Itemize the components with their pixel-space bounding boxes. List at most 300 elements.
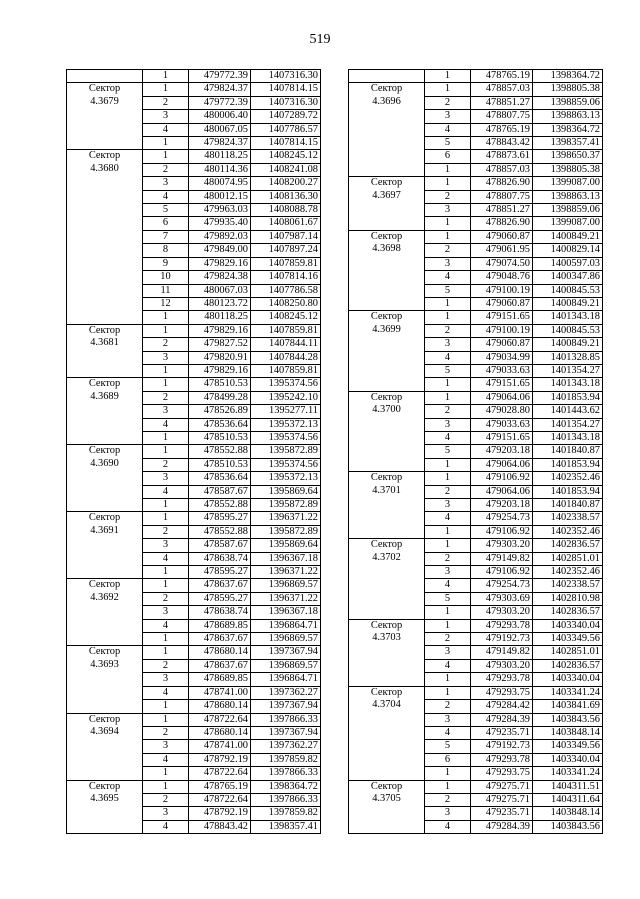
x-coordinate: 478587.67	[189, 485, 251, 498]
sector-id: 4.3701	[372, 484, 401, 496]
y-coordinate: 1407844.28	[251, 351, 321, 364]
point-number: 4	[143, 753, 189, 766]
point-number: 2	[425, 793, 471, 806]
y-coordinate: 1407987.14	[251, 230, 321, 243]
y-coordinate: 1402338.57	[533, 579, 603, 592]
sector-label	[67, 579, 143, 646]
sector-id: 4.3681	[90, 337, 119, 349]
y-coordinate: 1396864.71	[251, 673, 321, 686]
x-coordinate: 478826.90	[471, 177, 533, 190]
x-coordinate: 478765.19	[471, 123, 533, 136]
point-number: 1	[143, 499, 189, 512]
x-coordinate: 479203.18	[471, 445, 533, 458]
x-coordinate: 478680.14	[189, 726, 251, 739]
sector-word: Сектор	[370, 472, 403, 484]
point-number: 5	[425, 592, 471, 605]
table-row	[67, 83, 321, 96]
sector-cell-empty	[349, 70, 425, 83]
y-coordinate: 1402836.57	[533, 606, 603, 619]
point-number: 2	[143, 592, 189, 605]
x-coordinate: 479827.52	[189, 338, 251, 351]
x-coordinate: 478807.75	[471, 190, 533, 203]
sector-id: 4.3691	[90, 524, 119, 536]
table-row	[67, 70, 321, 83]
x-coordinate: 478689.85	[189, 673, 251, 686]
point-number: 2	[425, 324, 471, 337]
y-coordinate: 1398859.06	[533, 96, 603, 109]
point-number: 4	[143, 552, 189, 565]
point-number: 2	[425, 633, 471, 646]
x-coordinate: 479192.73	[471, 740, 533, 753]
x-coordinate: 479293.78	[471, 619, 533, 632]
x-coordinate: 479149.82	[471, 552, 533, 565]
point-number: 5	[425, 284, 471, 297]
x-coordinate: 478536.64	[189, 418, 251, 431]
y-coordinate: 1395372.13	[251, 472, 321, 485]
x-coordinate: 479892.03	[189, 230, 251, 243]
point-number: 2	[143, 458, 189, 471]
y-coordinate: 1396869.57	[251, 579, 321, 592]
point-number: 1	[143, 579, 189, 592]
point-number: 5	[425, 137, 471, 150]
sector-label	[349, 472, 425, 539]
x-coordinate: 480067.03	[189, 284, 251, 297]
point-number: 5	[425, 740, 471, 753]
y-coordinate: 1400845.53	[533, 324, 603, 337]
x-coordinate: 478722.64	[189, 767, 251, 780]
sector-label	[349, 686, 425, 780]
x-coordinate: 478638.74	[189, 552, 251, 565]
point-number: 1	[425, 217, 471, 230]
sector-id: 4.3690	[90, 457, 119, 469]
y-coordinate: 1407814.15	[251, 137, 321, 150]
point-number: 4	[425, 579, 471, 592]
table-row	[349, 686, 603, 699]
point-number: 4	[425, 512, 471, 525]
x-coordinate: 479033.63	[471, 418, 533, 431]
point-number: 4	[425, 659, 471, 672]
x-coordinate: 479151.65	[471, 311, 533, 324]
point-number: 1	[143, 445, 189, 458]
y-coordinate: 1408200.27	[251, 177, 321, 190]
sector-word: Сектор	[370, 230, 403, 242]
x-coordinate: 479060.87	[471, 297, 533, 310]
point-number: 1	[143, 83, 189, 96]
x-coordinate: 479235.71	[471, 807, 533, 820]
point-number: 1	[425, 525, 471, 538]
sector-label	[349, 83, 425, 177]
y-coordinate: 1398364.72	[533, 70, 603, 83]
point-number: 1	[143, 780, 189, 793]
table-row	[349, 83, 603, 96]
point-number: 3	[425, 713, 471, 726]
point-number: 3	[425, 110, 471, 123]
point-number: 3	[143, 740, 189, 753]
y-coordinate: 1397866.33	[251, 767, 321, 780]
table-row	[349, 70, 603, 83]
y-coordinate: 1396864.71	[251, 619, 321, 632]
x-coordinate: 478857.03	[471, 163, 533, 176]
point-number: 1	[425, 163, 471, 176]
x-coordinate: 478873.61	[471, 150, 533, 163]
point-number: 6	[425, 150, 471, 163]
y-coordinate: 1408245.12	[251, 150, 321, 163]
sector-cell-empty	[67, 70, 143, 83]
point-number: 2	[143, 726, 189, 739]
sector-id: 4.3698	[372, 243, 401, 255]
x-coordinate: 478765.19	[471, 70, 533, 83]
point-number: 3	[143, 807, 189, 820]
y-coordinate: 1395372.13	[251, 418, 321, 431]
coordinates-table-left	[66, 69, 321, 834]
x-coordinate: 478792.19	[189, 753, 251, 766]
x-coordinate: 479151.65	[471, 378, 533, 391]
sector-word: Сектор	[88, 83, 121, 95]
sector-word: Сектор	[370, 177, 403, 189]
point-number: 1	[425, 297, 471, 310]
point-number: 3	[425, 204, 471, 217]
page-number: 519	[309, 32, 331, 47]
sector-label	[349, 177, 425, 231]
sector-id: 4.3700	[372, 404, 401, 416]
x-coordinate: 479060.87	[471, 230, 533, 243]
x-coordinate: 478851.27	[471, 204, 533, 217]
y-coordinate: 1407859.81	[251, 324, 321, 337]
point-number: 3	[425, 499, 471, 512]
x-coordinate: 479028.80	[471, 405, 533, 418]
point-number: 1	[143, 324, 189, 337]
table-row	[67, 713, 321, 726]
sector-word: Сектор	[370, 686, 403, 698]
point-number: 4	[425, 351, 471, 364]
x-coordinate: 478595.27	[189, 566, 251, 579]
y-coordinate: 1397859.82	[251, 807, 321, 820]
sector-id: 4.3680	[90, 162, 119, 174]
y-coordinate: 1401343.18	[533, 378, 603, 391]
y-coordinate: 1401853.94	[533, 485, 603, 498]
point-number: 2	[425, 700, 471, 713]
point-number: 1	[425, 780, 471, 793]
x-coordinate: 478536.64	[189, 472, 251, 485]
y-coordinate: 1400597.03	[533, 257, 603, 270]
x-coordinate: 479060.87	[471, 338, 533, 351]
x-coordinate: 479772.39	[189, 96, 251, 109]
x-coordinate: 479772.39	[189, 70, 251, 83]
x-coordinate: 478637.67	[189, 633, 251, 646]
y-coordinate: 1403340.04	[533, 673, 603, 686]
x-coordinate: 479303.69	[471, 592, 533, 605]
x-coordinate: 480118.25	[189, 311, 251, 324]
sector-label	[67, 512, 143, 579]
point-number: 1	[425, 177, 471, 190]
point-number: 4	[425, 271, 471, 284]
x-coordinate: 478595.27	[189, 512, 251, 525]
sector-id: 4.3692	[90, 591, 119, 603]
point-number: 1	[425, 70, 471, 83]
sector-label	[349, 230, 425, 310]
x-coordinate: 479824.38	[189, 271, 251, 284]
y-coordinate: 1407316.30	[251, 96, 321, 109]
point-number: 3	[425, 418, 471, 431]
y-coordinate: 1403848.14	[533, 726, 603, 739]
y-coordinate: 1397362.27	[251, 740, 321, 753]
x-coordinate: 479106.92	[471, 525, 533, 538]
y-coordinate: 1398650.37	[533, 150, 603, 163]
y-coordinate: 1395872.89	[251, 525, 321, 538]
x-coordinate: 479303.20	[471, 539, 533, 552]
x-coordinate: 478595.27	[189, 592, 251, 605]
table-row	[67, 324, 321, 337]
sector-label	[67, 713, 143, 780]
x-coordinate: 478680.14	[189, 646, 251, 659]
point-number: 1	[143, 646, 189, 659]
point-number: 1	[425, 472, 471, 485]
y-coordinate: 1401354.27	[533, 418, 603, 431]
sector-label	[67, 445, 143, 512]
x-coordinate: 479824.37	[189, 137, 251, 150]
x-coordinate: 479935.40	[189, 217, 251, 230]
point-number: 3	[143, 110, 189, 123]
y-coordinate: 1404311.51	[533, 780, 603, 793]
x-coordinate: 479829.16	[189, 324, 251, 337]
y-coordinate: 1401354.27	[533, 364, 603, 377]
point-number: 1	[143, 311, 189, 324]
y-coordinate: 1403349.56	[533, 633, 603, 646]
x-coordinate: 479293.75	[471, 686, 533, 699]
sector-word: Сектор	[88, 445, 121, 457]
point-number: 1	[143, 431, 189, 444]
x-coordinate: 479284.39	[471, 713, 533, 726]
x-coordinate: 479203.18	[471, 499, 533, 512]
y-coordinate: 1401853.94	[533, 391, 603, 404]
x-coordinate: 479284.42	[471, 700, 533, 713]
y-coordinate: 1402836.57	[533, 659, 603, 672]
point-number: 1	[425, 673, 471, 686]
point-number: 1	[425, 539, 471, 552]
y-coordinate: 1397367.94	[251, 726, 321, 739]
y-coordinate: 1395872.89	[251, 445, 321, 458]
sector-word: Сектор	[370, 83, 403, 95]
y-coordinate: 1402352.46	[533, 472, 603, 485]
x-coordinate: 478741.00	[189, 686, 251, 699]
x-coordinate: 479106.92	[471, 566, 533, 579]
x-coordinate: 478741.00	[189, 740, 251, 753]
y-coordinate: 1402836.57	[533, 539, 603, 552]
y-coordinate: 1395374.56	[251, 378, 321, 391]
table-row	[67, 378, 321, 391]
point-number: 5	[425, 364, 471, 377]
x-coordinate: 479284.39	[471, 820, 533, 833]
x-coordinate: 478689.85	[189, 619, 251, 632]
point-number: 1	[143, 70, 189, 83]
point-number: 11	[143, 284, 189, 297]
point-number: 2	[143, 525, 189, 538]
point-number: 12	[143, 297, 189, 310]
y-coordinate: 1396371.22	[251, 512, 321, 525]
y-coordinate: 1395869.64	[251, 485, 321, 498]
sector-label	[349, 391, 425, 471]
y-coordinate: 1401328.85	[533, 351, 603, 364]
y-coordinate: 1395374.56	[251, 458, 321, 471]
x-coordinate: 479061.95	[471, 244, 533, 257]
point-number: 4	[425, 431, 471, 444]
point-number: 10	[143, 271, 189, 284]
point-number: 1	[143, 767, 189, 780]
x-coordinate: 478792.19	[189, 807, 251, 820]
y-coordinate: 1403341.24	[533, 767, 603, 780]
x-coordinate: 479034.99	[471, 351, 533, 364]
y-coordinate: 1403843.56	[533, 820, 603, 833]
y-coordinate: 1402338.57	[533, 512, 603, 525]
sector-word: Сектор	[88, 579, 121, 591]
y-coordinate: 1397859.82	[251, 753, 321, 766]
point-number: 8	[143, 244, 189, 257]
point-number: 4	[143, 485, 189, 498]
x-coordinate: 478526.89	[189, 405, 251, 418]
y-coordinate: 1400849.21	[533, 297, 603, 310]
sector-id: 4.3689	[90, 390, 119, 402]
y-coordinate: 1395872.89	[251, 499, 321, 512]
x-coordinate: 478499.28	[189, 391, 251, 404]
y-coordinate: 1403841.69	[533, 700, 603, 713]
point-number: 2	[143, 96, 189, 109]
table-row	[349, 311, 603, 324]
point-number: 1	[425, 606, 471, 619]
sector-word: Сектор	[88, 780, 121, 792]
point-number: 1	[425, 378, 471, 391]
y-coordinate: 1398863.13	[533, 190, 603, 203]
x-coordinate: 479064.06	[471, 391, 533, 404]
point-number: 1	[143, 566, 189, 579]
point-number: 2	[425, 190, 471, 203]
y-coordinate: 1408250.80	[251, 297, 321, 310]
x-coordinate: 479254.73	[471, 579, 533, 592]
y-coordinate: 1395242.10	[251, 391, 321, 404]
sector-id: 4.3694	[90, 725, 119, 737]
point-number: 1	[143, 633, 189, 646]
point-number: 4	[143, 820, 189, 833]
x-coordinate: 479192.73	[471, 633, 533, 646]
x-coordinate: 478552.88	[189, 499, 251, 512]
point-number: 2	[143, 659, 189, 672]
x-coordinate: 479820.91	[189, 351, 251, 364]
x-coordinate: 478857.03	[471, 83, 533, 96]
point-number: 3	[425, 646, 471, 659]
point-number: 1	[143, 713, 189, 726]
sector-word: Сектор	[88, 150, 121, 162]
sector-word: Сектор	[88, 646, 121, 658]
point-number: 1	[143, 700, 189, 713]
x-coordinate: 478843.42	[471, 137, 533, 150]
sector-label	[67, 83, 143, 150]
x-coordinate: 479303.20	[471, 606, 533, 619]
y-coordinate: 1400849.21	[533, 338, 603, 351]
point-number: 4	[143, 418, 189, 431]
point-number: 4	[143, 123, 189, 136]
x-coordinate: 479100.19	[471, 324, 533, 337]
y-coordinate: 1407844.11	[251, 338, 321, 351]
point-number: 3	[143, 606, 189, 619]
table-row	[67, 512, 321, 525]
point-number: 3	[143, 177, 189, 190]
y-coordinate: 1396367.18	[251, 606, 321, 619]
y-coordinate: 1407786.57	[251, 123, 321, 136]
x-coordinate: 478552.88	[189, 525, 251, 538]
sector-word: Сектор	[370, 391, 403, 403]
x-coordinate: 478843.42	[189, 820, 251, 833]
y-coordinate: 1400829.14	[533, 244, 603, 257]
y-coordinate: 1404311.64	[533, 793, 603, 806]
y-coordinate: 1407316.30	[251, 70, 321, 83]
point-number: 2	[425, 552, 471, 565]
point-number: 2	[425, 485, 471, 498]
point-number: 1	[143, 137, 189, 150]
table-row	[67, 150, 321, 163]
y-coordinate: 1395869.64	[251, 539, 321, 552]
y-coordinate: 1407289.72	[251, 110, 321, 123]
sector-id: 4.3696	[372, 95, 401, 107]
y-coordinate: 1398805.38	[533, 163, 603, 176]
y-coordinate: 1398859.06	[533, 204, 603, 217]
point-number: 2	[143, 391, 189, 404]
y-coordinate: 1400347.86	[533, 271, 603, 284]
y-coordinate: 1407859.81	[251, 364, 321, 377]
sector-id: 4.3695	[90, 792, 119, 804]
x-coordinate: 479963.03	[189, 204, 251, 217]
sector-id: 4.3704	[372, 699, 401, 711]
y-coordinate: 1398805.38	[533, 83, 603, 96]
x-coordinate: 478680.14	[189, 700, 251, 713]
point-number: 4	[143, 619, 189, 632]
point-number: 1	[425, 83, 471, 96]
point-number: 4	[143, 190, 189, 203]
x-coordinate: 479254.73	[471, 512, 533, 525]
y-coordinate: 1397866.33	[251, 793, 321, 806]
x-coordinate: 479275.71	[471, 793, 533, 806]
y-coordinate: 1397367.94	[251, 646, 321, 659]
y-coordinate: 1400849.21	[533, 230, 603, 243]
y-coordinate: 1407814.15	[251, 83, 321, 96]
y-coordinate: 1403349.56	[533, 740, 603, 753]
x-coordinate: 479293.75	[471, 767, 533, 780]
y-coordinate: 1397367.94	[251, 700, 321, 713]
point-number: 1	[425, 458, 471, 471]
x-coordinate: 480114.36	[189, 163, 251, 176]
table-row	[349, 177, 603, 190]
sector-word: Сектор	[88, 378, 121, 390]
x-coordinate: 480123.72	[189, 297, 251, 310]
y-coordinate: 1398357.41	[533, 137, 603, 150]
sector-label	[67, 646, 143, 713]
sector-label	[349, 619, 425, 686]
table-row	[349, 780, 603, 793]
y-coordinate: 1397362.27	[251, 686, 321, 699]
sector-id: 4.3703	[372, 632, 401, 644]
y-coordinate: 1395277.11	[251, 405, 321, 418]
point-number: 2	[143, 793, 189, 806]
y-coordinate: 1398357.41	[251, 820, 321, 833]
x-coordinate: 479106.92	[471, 472, 533, 485]
point-number: 7	[143, 230, 189, 243]
sector-word: Сектор	[370, 539, 403, 551]
point-number: 2	[425, 405, 471, 418]
point-number: 4	[425, 123, 471, 136]
y-coordinate: 1396367.18	[251, 552, 321, 565]
y-coordinate: 1401343.18	[533, 431, 603, 444]
x-coordinate: 478637.67	[189, 579, 251, 592]
point-number: 3	[425, 257, 471, 270]
sector-word: Сектор	[370, 311, 403, 323]
